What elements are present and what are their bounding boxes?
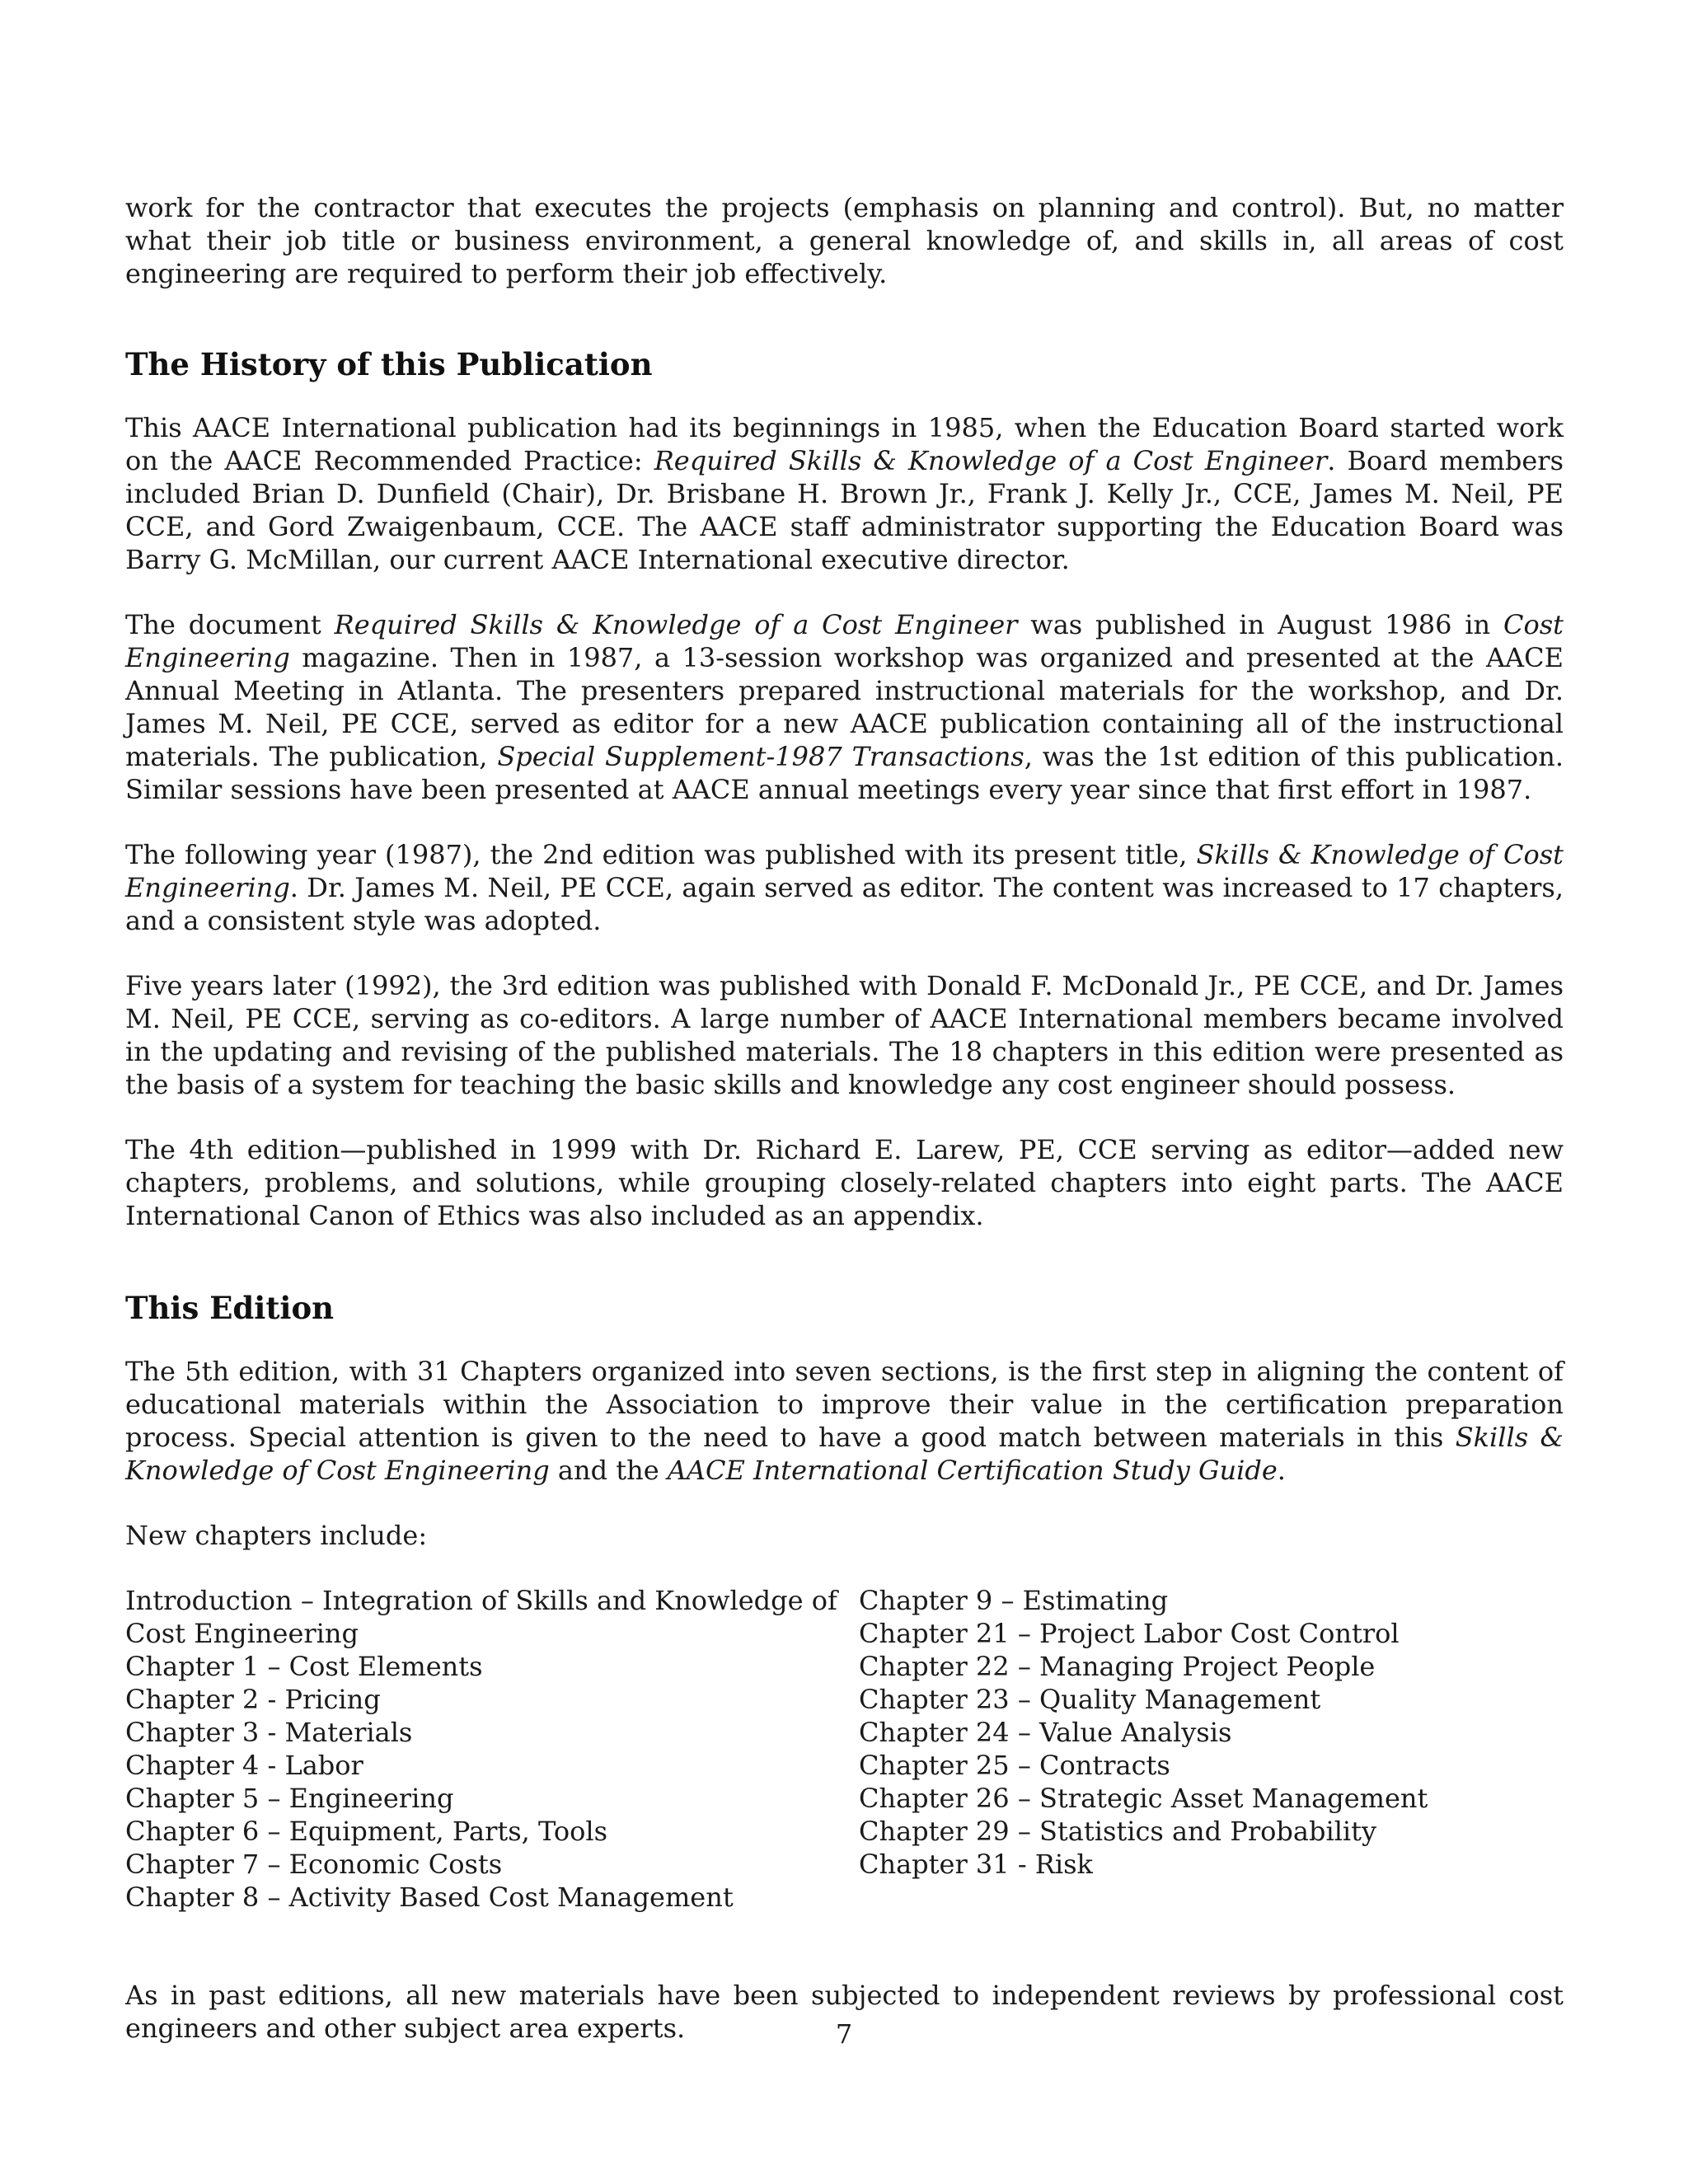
chapter-list-item: Chapter 22 – Managing Project People bbox=[859, 1651, 1376, 1682]
chapter-list-item: Chapter 26 – Strategic Asset Management bbox=[859, 1783, 1428, 1814]
closing-paragraph: As in past editions, all new materials have been subjected to independent reviews by professional cost engineers and other subject area experts. bbox=[125, 1980, 1564, 2044]
chapter-list-item: Chapter 7 – Economic Costs bbox=[125, 1849, 503, 1880]
page-number: 7 bbox=[835, 2018, 853, 2050]
chapter-list-item: Introduction – Integration of Skills and Knowledge of Cost Engineering bbox=[125, 1585, 837, 1649]
chapters-right-column bbox=[859, 1584, 1564, 1914]
chapters-left-column bbox=[125, 1584, 859, 1914]
new-chapters-label: New chapters include: bbox=[125, 1520, 428, 1551]
chapter-list-item: Chapter 29 – Statistics and Probability bbox=[859, 1816, 1377, 1847]
edition-heading: This Edition bbox=[125, 1290, 335, 1326]
chapter-list-item: Chapter 8 – Activity Based Cost Management bbox=[125, 1882, 734, 1913]
history-paragraph-1: This AACE International publication had its beginnings in 1985, when the Education Board started work on the AACE Recommended Practice: Required Skills & Knowledge of a Cost Engineer. Board members included Brian D. Dunfield (Chair), Dr. Brisbane H. Brown Jr., Frank J. Kelly Jr., CCE, James M. Neil, PE CCE, and Gord Zwaigenbaum, CCE. The AACE staff administrator supporting the Education Board was Barry G. McMillan, our current AACE International executive director. bbox=[125, 412, 1564, 575]
chapter-list-item: Chapter 21 – Project Labor Cost Control bbox=[859, 1618, 1400, 1649]
chapter-list-item: Chapter 23 – Quality Management bbox=[859, 1684, 1321, 1715]
chapter-list-item: Chapter 9 – Estimating bbox=[859, 1585, 1169, 1616]
chapter-list-item: Chapter 4 - Labor bbox=[125, 1750, 363, 1781]
chapter-list-item: Chapter 24 – Value Analysis bbox=[859, 1717, 1232, 1748]
chapter-list-item: Chapter 31 - Risk bbox=[859, 1849, 1093, 1880]
chapter-list-item: Chapter 5 – Engineering bbox=[125, 1783, 454, 1814]
history-paragraph-2: The document Required Skills & Knowledge of a Cost Engineer was published in August 1986 in Cost Engineering magazine. Then in 1987, a 13-session workshop was organized and presented at the AACE Annual Meeting in Atlanta. The presenters prepared instructional materials for the workshop, and Dr. James M. Neil, PE CCE, served as editor for a new AACE publication containing all of the instructional materials. The publication, Special Supplement-1987 Transactions, was the 1st edition of this publication. Similar sessions have been presented at AACE annual meetings every year since that first effort in 1987. bbox=[125, 609, 1564, 805]
history-paragraph-4: Five years later (1992), the 3rd edition was published with Donald F. McDonald Jr., PE CCE, and Dr. James M. Neil, PE CCE, serving as co-editors. A large number of AACE International members became involved in the updating and revising of the published materials. The 18 chapters in this edition were presented as the basis of a system for teaching the basic skills and knowledge any cost engineer should possess. bbox=[125, 970, 1564, 1100]
chapter-list-item: Chapter 25 – Contracts bbox=[859, 1750, 1170, 1781]
chapter-list-item: Chapter 2 - Pricing bbox=[125, 1684, 381, 1715]
history-heading: The History of this Publication bbox=[125, 346, 653, 382]
history-paragraph-3: The following year (1987), the 2nd edition was published with its present title, Skills & Knowledge of Cost Engineering. Dr. James M. Neil, PE CCE, again served as editor. The content was increased to 17 chapters, and a consistent style was adopted. bbox=[125, 839, 1564, 936]
intro-paragraph: work for the contractor that executes the projects (emphasis on planning and control). But, no matter what their job title or business environment, a general knowledge of, and skills in, all areas of cost engineering are required to perform their job effectively. bbox=[125, 192, 1564, 289]
edition-paragraph-1: The 5th edition, with 31 Chapters organized into seven sections, is the first step in aligning the content of educational materials within the Association to improve their value in the certification preparation process. Special attention is given to the need to have a good match between materials in this Skills & Knowledge of Cost Engineering and the AACE International Certification Study Guide. bbox=[125, 1356, 1564, 1486]
new-chapters-list bbox=[125, 1584, 1564, 1914]
history-paragraph-5: The 4th edition—published in 1999 with Dr. Richard E. Larew, PE, CCE serving as editor—added new chapters, problems, and solutions, while grouping closely-related chapters into eight parts. The AACE International Canon of Ethics was also included as an appendix. bbox=[125, 1134, 1564, 1231]
chapter-list-item: Chapter 6 – Equipment, Parts, Tools bbox=[125, 1816, 608, 1847]
document-page bbox=[125, 191, 1564, 2045]
chapter-list-item: Chapter 1 – Cost Elements bbox=[125, 1651, 483, 1682]
chapter-list-item: Chapter 3 - Materials bbox=[125, 1717, 413, 1748]
